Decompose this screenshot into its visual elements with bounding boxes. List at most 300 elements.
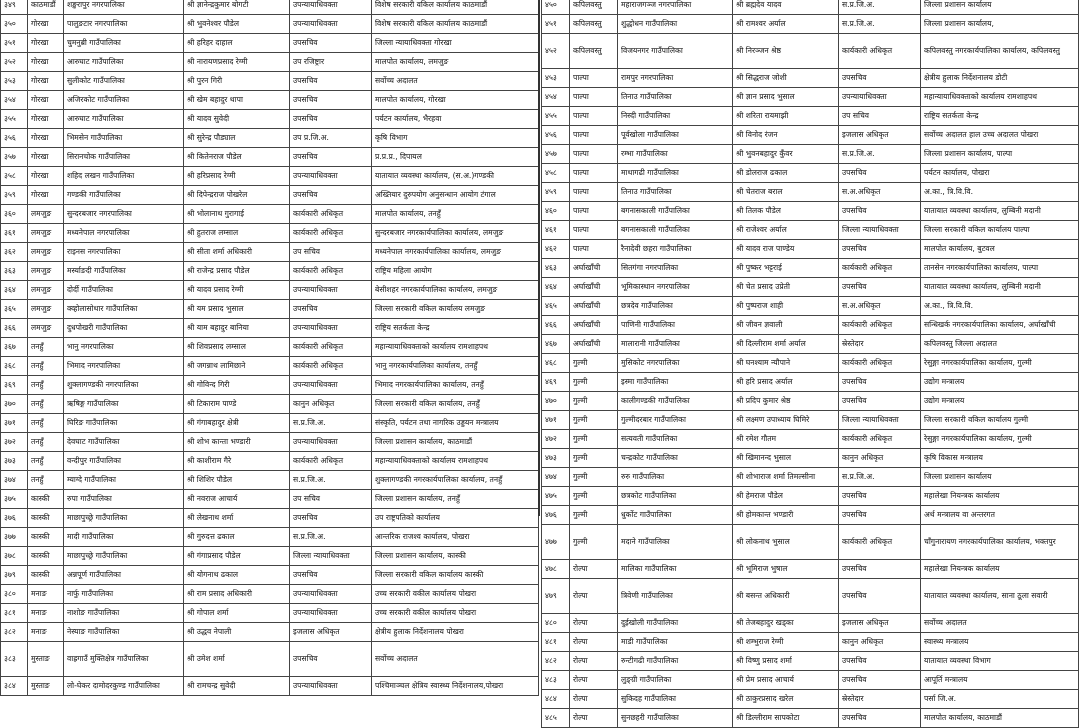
district-cell: गोरखा	[28, 129, 64, 148]
serial-cell: ३५१	[1, 34, 28, 53]
designation-cell: स.प्र.जि.अ.	[290, 471, 372, 490]
local-level-cell: चुमनुब्री गाउँपालिका	[64, 34, 184, 53]
serial-cell: ४६२	[542, 240, 570, 259]
local-level-cell: लो-घेकर दामोदरकुण्ड गाउँपालिका	[64, 677, 184, 696]
official-name-cell: श्री सिद्धराज जोशी	[733, 69, 839, 88]
office-cell: मालपोत कार्यालय, लमजुङ	[372, 53, 539, 72]
serial-cell: ४७८	[542, 560, 570, 579]
serial-cell: ४६०	[542, 202, 570, 221]
serial-cell: ४६३	[542, 259, 570, 278]
district-cell: अर्घाखाँची	[570, 297, 618, 316]
official-name-cell: श्री विष्णु प्रसाद शर्मा	[733, 652, 839, 671]
serial-cell: ४८५	[542, 709, 570, 728]
table-row	[542, 525, 1079, 560]
district-cell: तनहुँ	[28, 414, 64, 433]
district-cell: लमजुङ	[28, 224, 64, 243]
official-name-cell: श्री चेतराज बराल	[733, 183, 839, 202]
table-row	[1, 205, 539, 224]
office-cell: जिल्ला सरकारी वकिल कार्यालय लमजुङ	[372, 300, 539, 319]
table-row	[1, 585, 539, 604]
designation-cell: उपसचिव	[290, 509, 372, 528]
official-name-cell: श्री होमकान्त भण्डारी	[733, 506, 839, 525]
serial-cell: ३८४	[1, 677, 28, 696]
local-level-cell: शुद्धोधन गाउँपालिका	[618, 15, 733, 34]
official-name-cell: श्री कितेनराज पौडेल	[184, 148, 290, 167]
office-cell: अ.का., त्रि.वि.वि.	[921, 297, 1079, 316]
serial-cell: ३५६	[1, 129, 28, 148]
serial-cell: ३८०	[1, 585, 28, 604]
designation-cell: स.अ.अधिकृत	[839, 183, 921, 202]
designation-cell: उपन्यायाधिवक्ता	[290, 585, 372, 604]
official-name-cell: श्री प्रदिप कुमार श्रेष्ठ	[733, 392, 839, 411]
district-cell: पाल्पा	[570, 240, 618, 259]
office-cell: जिल्ला प्रशासन कार्यालय, काठमाडौं	[372, 433, 539, 452]
official-name-cell: श्री शरिता रायमाझी	[733, 107, 839, 126]
designation-cell: कार्यकारी अधिकृत	[839, 354, 921, 373]
serial-cell: ४७७	[542, 525, 570, 560]
official-name-cell: श्री प्रेम प्रसाद आचार्य	[733, 671, 839, 690]
official-name-cell: श्री हरि प्रसाद अर्याल	[733, 373, 839, 392]
office-cell: महालेखा नियन्त्रक कार्यालय	[921, 560, 1079, 579]
office-cell: जिल्ला प्रशासन कार्यालय	[921, 0, 1079, 15]
official-name-cell: श्री घनश्याम न्यौपाने	[733, 354, 839, 373]
district-cell: तनहुँ	[28, 357, 64, 376]
local-level-cell: महाराजगञ्ज नगरपालिका	[618, 0, 733, 15]
local-level-cell: शङ्खरापुर नगरपालिका	[64, 0, 184, 15]
designation-cell: इजलास अधिकृत	[290, 623, 372, 642]
designation-cell: उपन्यायाधिवक्ता	[290, 319, 372, 338]
table-row	[1, 623, 539, 642]
designation-cell: स.प्र.जि.अ.	[290, 528, 372, 547]
serial-cell: ४७२	[542, 430, 570, 449]
serial-cell: ४५३	[542, 69, 570, 88]
official-name-cell: श्री हुतराज लम्साल	[184, 224, 290, 243]
local-level-cell: इस्मा गाउँपालिका	[618, 373, 733, 392]
table-row	[542, 579, 1079, 614]
official-name-cell: श्री राम प्रसाद अधिकारी	[184, 585, 290, 604]
office-cell: रेसुङ्गा नगरकार्यपालिका कार्यालय, गुल्मी	[921, 430, 1079, 449]
official-name-cell: श्री लेखनाथ शर्मा	[184, 509, 290, 528]
district-cell: लमजुङ	[28, 205, 64, 224]
district-cell: गुल्मी	[570, 525, 618, 560]
designation-cell: उप सचिव	[290, 243, 372, 262]
district-cell: कपिलवस्तु	[570, 0, 618, 15]
serial-cell: ४५६	[542, 126, 570, 145]
local-level-cell: सत्यवती गाउँपालिका	[618, 430, 733, 449]
office-cell: सर्वोच्च अदालत	[372, 72, 539, 91]
local-level-cell: घिरिङ गाउँपालिका	[64, 414, 184, 433]
office-cell: यातायात व्यवस्था कार्यालय, (स.अ.)गण्डकी	[372, 167, 539, 186]
official-name-cell: श्री रामचन्द्र सुवेदी	[184, 677, 290, 696]
local-level-cell: आरुघाट गाउँपालिका	[64, 53, 184, 72]
official-name-cell: श्री गंगाबहादुर क्षेत्री	[184, 414, 290, 433]
designation-cell: उपसचिव	[839, 560, 921, 579]
official-name-cell: श्री खेम बहादुर थापा	[184, 91, 290, 110]
office-cell: भिमाद नगरकार्यपालिका कार्यालय, तनहुँ	[372, 376, 539, 395]
district-cell: कास्की	[28, 566, 64, 585]
official-name-cell: श्री उद्धव नेपाली	[184, 623, 290, 642]
serial-cell: ३४९	[1, 0, 28, 15]
office-cell: मध्यनेपाल नगरकार्यपालिका कार्यालय, लमजुङ	[372, 243, 539, 262]
official-name-cell: श्री भोलानाथ गुरागाई	[184, 205, 290, 224]
serial-cell: ३७७	[1, 528, 28, 547]
district-cell: कपिलवस्तु	[570, 34, 618, 69]
table-row	[1, 452, 539, 471]
official-name-cell: श्री चेत प्रसाद उप्रेती	[733, 278, 839, 297]
serial-cell: ३८३	[1, 642, 28, 677]
serial-cell: ३६२	[1, 243, 28, 262]
table-row	[1, 129, 539, 148]
local-level-cell: नाशोङ गाउँपालिका	[64, 604, 184, 623]
local-level-cell: तिनाउ गाउँपालिका	[618, 88, 733, 107]
local-level-cell: नेस्याङ गाउँपालिका	[64, 623, 184, 642]
office-cell: यातायात व्यवस्था कार्यालय, लुम्बिनी मदानी	[921, 278, 1079, 297]
official-name-cell: श्री खिमानन्द भुसाल	[733, 449, 839, 468]
designation-cell: उपसचिव	[839, 202, 921, 221]
office-cell: क्षेत्रीय हुलाक निर्देशनालय पोखरा	[372, 623, 539, 642]
official-name-cell: श्री योगनाथ ढकाल	[184, 566, 290, 585]
serial-cell: ३६३	[1, 262, 28, 281]
designation-cell: उपन्यायाधिवक्ता	[290, 15, 372, 34]
designation-cell: कार्यकारी अधिकृत	[290, 205, 372, 224]
designation-cell: उपसचिव	[290, 300, 372, 319]
office-cell: मालपोत कार्यालय, तनहुँ	[372, 205, 539, 224]
table-row	[542, 560, 1079, 579]
designation-cell: स.प्र.जि.अ.	[839, 15, 921, 34]
serial-cell: ३५०	[1, 15, 28, 34]
designation-cell: स.प्र.जि.अ.	[839, 468, 921, 487]
district-cell: पाल्पा	[570, 107, 618, 126]
district-cell: मुस्ताङ	[28, 642, 64, 677]
office-cell: क्षेत्रीय हुलाक निर्देशनालय डोटी	[921, 69, 1079, 88]
official-name-cell: श्री हरिप्रसाद रेग्मी	[184, 167, 290, 186]
official-name-cell: श्री भूमिराज भुषाल	[733, 560, 839, 579]
district-cell: कास्की	[28, 490, 64, 509]
local-level-cell: राइनस नगरपालिका	[64, 243, 184, 262]
official-name-cell: श्री ज्ञानेन्द्रकुमार बोगटी	[184, 0, 290, 15]
official-name-cell: श्री शिवप्रसाद लम्साल	[184, 338, 290, 357]
office-cell: अर्थ मन्त्रालय वा अन्तरगत	[921, 506, 1079, 525]
designation-cell: कार्यकारी अधिकृत	[839, 430, 921, 449]
local-level-cell: छत्रदेव गाउँपालिका	[618, 297, 733, 316]
office-cell: जिल्ला सरकारी वकिल कार्यालय कास्की	[372, 566, 539, 585]
table-row	[542, 107, 1079, 126]
district-cell: रोल्पा	[570, 709, 618, 728]
serial-cell: ४७५	[542, 487, 570, 506]
district-cell: गोरखा	[28, 91, 64, 110]
designation-cell: उपसचिव	[839, 709, 921, 728]
district-cell: तनहुँ	[28, 338, 64, 357]
designation-cell: उपसचिव	[839, 652, 921, 671]
designation-cell: जिल्ला न्यायाधिवक्ता	[839, 411, 921, 430]
local-level-cell: रुन्टीगढी गाउँपालिका	[618, 652, 733, 671]
office-cell: कपिलवस्तु नगरकार्यपालिका कार्यालय, कपिलवस्तु	[921, 34, 1079, 69]
serial-cell: ४६७	[542, 335, 570, 354]
district-cell: तनहुँ	[28, 376, 64, 395]
table-row	[1, 414, 539, 433]
district-cell: गुल्मी	[570, 468, 618, 487]
office-cell: उप राष्ट्रपतिको कार्यालय	[372, 509, 539, 528]
table-row	[1, 677, 539, 696]
local-level-cell: आरुघाट गाउँपालिका	[64, 110, 184, 129]
designation-cell: उपन्यायाधिवक्ता	[290, 604, 372, 623]
local-level-cell: छत्रकोट गाउँपालिका	[618, 487, 733, 506]
district-cell: पाल्पा	[570, 126, 618, 145]
designation-cell: उपसचिव	[290, 566, 372, 585]
serial-cell: ३५७	[1, 148, 28, 167]
table-row	[1, 433, 539, 452]
office-cell: मालपोत कार्यालय, गोरखा	[372, 91, 539, 110]
local-level-cell: भिमसेन गाउँपालिका	[64, 129, 184, 148]
local-level-cell: क्व्होलासोथार गाउँपालिका	[64, 300, 184, 319]
local-level-cell: दुधपोखरी गाउँपालिका	[64, 319, 184, 338]
designation-cell: उप सचिव	[290, 490, 372, 509]
district-cell: रोल्पा	[570, 671, 618, 690]
local-level-cell: माछापुच्छ्रे गाउँपालिका	[64, 509, 184, 528]
designation-cell: उपसचिव	[839, 240, 921, 259]
local-level-cell: सुलीकोट गाउँपालिका	[64, 72, 184, 91]
local-level-cell: गुल्मीदरबार गाउँपालिका	[618, 411, 733, 430]
designation-cell: उपसचिव	[290, 91, 372, 110]
local-level-cell: माछापुच्छ्रे गाउँपालिका	[64, 547, 184, 566]
table-row	[1, 471, 539, 490]
table-row	[542, 633, 1079, 652]
office-cell: पर्सा जि.अ.	[921, 690, 1079, 709]
designation-cell: उप सचिव	[839, 107, 921, 126]
office-cell: अ.का., त्रि.वि.वि.	[921, 183, 1079, 202]
table-row	[542, 690, 1079, 709]
district-cell: लमजुङ	[28, 300, 64, 319]
designation-cell: कानुन अधिकृत	[839, 633, 921, 652]
serial-cell: ४७६	[542, 506, 570, 525]
district-cell: गुल्मी	[570, 430, 618, 449]
serial-cell: ४५९	[542, 183, 570, 202]
district-cell: अर्घाखाँची	[570, 259, 618, 278]
district-cell: तनहुँ	[28, 452, 64, 471]
office-cell: जिल्ला सरकारी वकिल कार्यालय गुल्मी	[921, 411, 1079, 430]
designation-cell: उपसचिव	[839, 278, 921, 297]
serial-cell: ३५८	[1, 167, 28, 186]
district-cell: लमजुङ	[28, 281, 64, 300]
local-level-cell: त्रिवेणी गाउँपालिका	[618, 579, 733, 614]
official-name-cell: श्री गोपाल शर्मा	[184, 604, 290, 623]
serial-cell: ३६५	[1, 300, 28, 319]
serial-cell: ३६७	[1, 338, 28, 357]
table-row	[1, 34, 539, 53]
local-level-cell: मुसिकोट नगरपालिका	[618, 354, 733, 373]
designation-cell: कार्यकारी अधिकृत	[290, 262, 372, 281]
table-row	[1, 528, 539, 547]
designation-cell: स.प्र.जि.अ.	[290, 414, 372, 433]
official-name-cell: श्री गंगाप्रसाद पौडेल	[184, 547, 290, 566]
table-row	[1, 148, 539, 167]
official-name-cell: श्री शम्भुराज रेग्मी	[733, 633, 839, 652]
table-row	[1, 376, 539, 395]
office-cell: चाँगुनारायण नगरकार्यपालिका कार्यालय, भक्तपुर	[921, 525, 1079, 560]
local-level-cell: कालीगण्डकी गाउँपालिका	[618, 392, 733, 411]
office-cell: जिल्ला सरकारी वकिल कार्यालय, तनहुँ	[372, 395, 539, 414]
serial-cell: ४८०	[542, 614, 570, 633]
table-row	[542, 652, 1079, 671]
official-name-cell: श्री हेमराज पौडेल	[733, 487, 839, 506]
designation-cell: उपसचिव	[290, 72, 372, 91]
office-cell: विशेष सरकारी वकिल कार्यालय काठमाडौं	[372, 0, 539, 15]
district-cell: गुल्मी	[570, 449, 618, 468]
table-row	[542, 240, 1079, 259]
district-cell: रोल्पा	[570, 633, 618, 652]
local-level-cell: निस्दी गाउँपालिका	[618, 107, 733, 126]
serial-cell: ४७४	[542, 468, 570, 487]
designation-cell: स्रेस्तेदार	[839, 335, 921, 354]
local-level-cell: रुपा गाउँपालिका	[64, 490, 184, 509]
official-name-cell: श्री सुरेन्द्र पौड्याल	[184, 129, 290, 148]
local-level-cell: बगनासकाली गाउँपालिका	[618, 221, 733, 240]
table-row	[1, 395, 539, 414]
office-cell: बेसीशहर नगरकार्यपालिका कार्यालय, लमजुङ	[372, 281, 539, 300]
office-cell: तानसेन नगरकार्यपालिका कार्यालय, पाल्पा	[921, 259, 1079, 278]
office-cell: कृषि विभाग	[372, 129, 539, 148]
local-level-cell: रैनादेवी छहरा गाउँपालिका	[618, 240, 733, 259]
designation-cell: स.प्र.जि.अ.	[839, 145, 921, 164]
district-cell: गुल्मी	[570, 373, 618, 392]
serial-cell: ३७१	[1, 414, 28, 433]
serial-cell: ४५४	[542, 88, 570, 107]
table-row	[1, 53, 539, 72]
serial-cell: ४७३	[542, 449, 570, 468]
district-cell: पाल्पा	[570, 164, 618, 183]
district-cell: पाल्पा	[570, 221, 618, 240]
serial-cell: ४५८	[542, 164, 570, 183]
serial-cell: ४७९	[542, 579, 570, 614]
local-level-cell: म्याग्दे गाउँपालिका	[64, 471, 184, 490]
district-cell: पाल्पा	[570, 88, 618, 107]
district-cell: कास्की	[28, 547, 64, 566]
office-cell: उच्च सरकारी वकील कार्यालय पोखरा	[372, 604, 539, 623]
serial-cell: ३७९	[1, 566, 28, 585]
local-level-cell: सुन्दरबजार नगरपालिका	[64, 205, 184, 224]
serial-cell: ४५२	[542, 34, 570, 69]
office-cell: सर्वोच्च अदालत	[372, 642, 539, 677]
local-level-cell: देवघाट गाउँपालिका	[64, 433, 184, 452]
table-row	[542, 145, 1079, 164]
office-cell: पर्यटन कार्यालय, पोखरा	[921, 164, 1079, 183]
table-row	[1, 642, 539, 677]
serial-cell: ३७४	[1, 471, 28, 490]
office-cell: जिल्ला न्यायाधिवक्ता गोरखा	[372, 34, 539, 53]
table-row	[1, 0, 539, 15]
left-table	[0, 0, 539, 696]
table-row	[542, 468, 1079, 487]
office-cell: आन्तरिक राजश्व कार्यालय, पोखरा	[372, 528, 539, 547]
table-row	[1, 281, 539, 300]
official-name-cell: श्री ठाकुरप्रसाद खरेल	[733, 690, 839, 709]
table-row	[542, 278, 1079, 297]
office-cell: मालपोत कार्यालय, बुटवल	[921, 240, 1079, 259]
table-row	[1, 509, 539, 528]
local-level-cell: वाह्रगाउँ मुक्तिक्षेत्र गाउँपालिका	[64, 642, 184, 677]
office-cell: रेसुङ्गा नगरकार्यपालिका कार्यालय, गुल्मी	[921, 354, 1079, 373]
district-cell: अर्घाखाँची	[570, 278, 618, 297]
local-level-cell: सुनछहरी गाउँपालिका	[618, 709, 733, 728]
official-name-cell: श्री दिल्लीराम शर्मा अर्याल	[733, 335, 839, 354]
office-cell: उद्योग मन्त्रालय	[921, 392, 1079, 411]
table-row	[542, 430, 1079, 449]
table-row	[542, 614, 1079, 633]
district-cell: मनाङ	[28, 585, 64, 604]
office-cell: सुन्दरबजार नगरकार्यपालिका कार्यालय, लमजुङ	[372, 224, 539, 243]
right-table	[541, 0, 1079, 728]
official-name-cell: श्री यादव राज पाण्डेय	[733, 240, 839, 259]
district-cell: गुल्मी	[570, 411, 618, 430]
local-level-cell: मादी गाउँपालिका	[64, 528, 184, 547]
official-name-cell: श्री शिशिर पौडेल	[184, 471, 290, 490]
designation-cell: उपसचिव	[839, 392, 921, 411]
official-name-cell: श्री लक्ष्मण उपाध्याय घिमिरे	[733, 411, 839, 430]
designation-cell: कार्यकारी अधिकृत	[839, 525, 921, 560]
official-name-cell: श्री गुरुदत्त ढकाल	[184, 528, 290, 547]
table-row	[542, 449, 1079, 468]
table-row	[542, 335, 1079, 354]
official-name-cell: श्री तेजबहादुर खड्का	[733, 614, 839, 633]
serial-cell: ३७३	[1, 452, 28, 471]
designation-cell: उप प्र.जि.अ.	[290, 129, 372, 148]
official-name-cell: श्री गोविन्द गिरी	[184, 376, 290, 395]
district-cell: गुल्मी	[570, 487, 618, 506]
office-cell: राष्ट्रिय सतर्कता केन्द्र	[921, 107, 1079, 126]
designation-cell: उपसचिव	[839, 506, 921, 525]
table-row	[1, 338, 539, 357]
district-cell: अर्घाखाँची	[570, 316, 618, 335]
office-cell: राष्ट्रिय महिला आयोग	[372, 262, 539, 281]
table-row	[1, 357, 539, 376]
local-level-cell: पालुङटार नगरपालिका	[64, 15, 184, 34]
district-cell: गोरखा	[28, 110, 64, 129]
office-cell: जिल्ला प्रशासन कार्यालय, कास्की	[372, 547, 539, 566]
local-level-cell: मालारानी गाउँपालिका	[618, 335, 733, 354]
district-cell: गोरखा	[28, 148, 64, 167]
office-cell: जिल्ला प्रशासन कार्यालय	[921, 468, 1079, 487]
table-row	[542, 506, 1079, 525]
table-row	[542, 15, 1079, 34]
table-row	[1, 91, 539, 110]
official-name-cell: श्री यादव सुवेदी	[184, 110, 290, 129]
local-level-cell: माथागढी गाउँपालिका	[618, 164, 733, 183]
serial-cell: ४५७	[542, 145, 570, 164]
local-level-cell: अजिरकोट गाउँपालिका	[64, 91, 184, 110]
official-name-cell: श्री शोभ कान्ता भण्डारी	[184, 433, 290, 452]
table-row	[1, 300, 539, 319]
designation-cell: उपसचिव	[290, 34, 372, 53]
district-cell: मनाङ	[28, 623, 64, 642]
serial-cell: ४५०	[542, 0, 570, 15]
serial-cell: ४६८	[542, 354, 570, 373]
serial-cell: ३७२	[1, 433, 28, 452]
local-level-cell: सितगंगा नगरपालिका	[618, 259, 733, 278]
district-cell: गोरखा	[28, 186, 64, 205]
serial-cell: ३६९	[1, 376, 28, 395]
district-cell: मनाङ	[28, 604, 64, 623]
serial-cell: ३८२	[1, 623, 28, 642]
serial-cell: ३७०	[1, 395, 28, 414]
official-name-cell: श्री भुवनेश्वर पौडेल	[184, 15, 290, 34]
serial-cell: ३५५	[1, 110, 28, 129]
serial-cell: ३७६	[1, 509, 28, 528]
local-level-cell: मध्यनेपाल नगरपालिका	[64, 224, 184, 243]
serial-cell: ३६८	[1, 357, 28, 376]
designation-cell: उपसचिव	[839, 579, 921, 614]
serial-cell: ४७०	[542, 392, 570, 411]
local-level-cell: भूमिकास्थान नगरपालिका	[618, 278, 733, 297]
